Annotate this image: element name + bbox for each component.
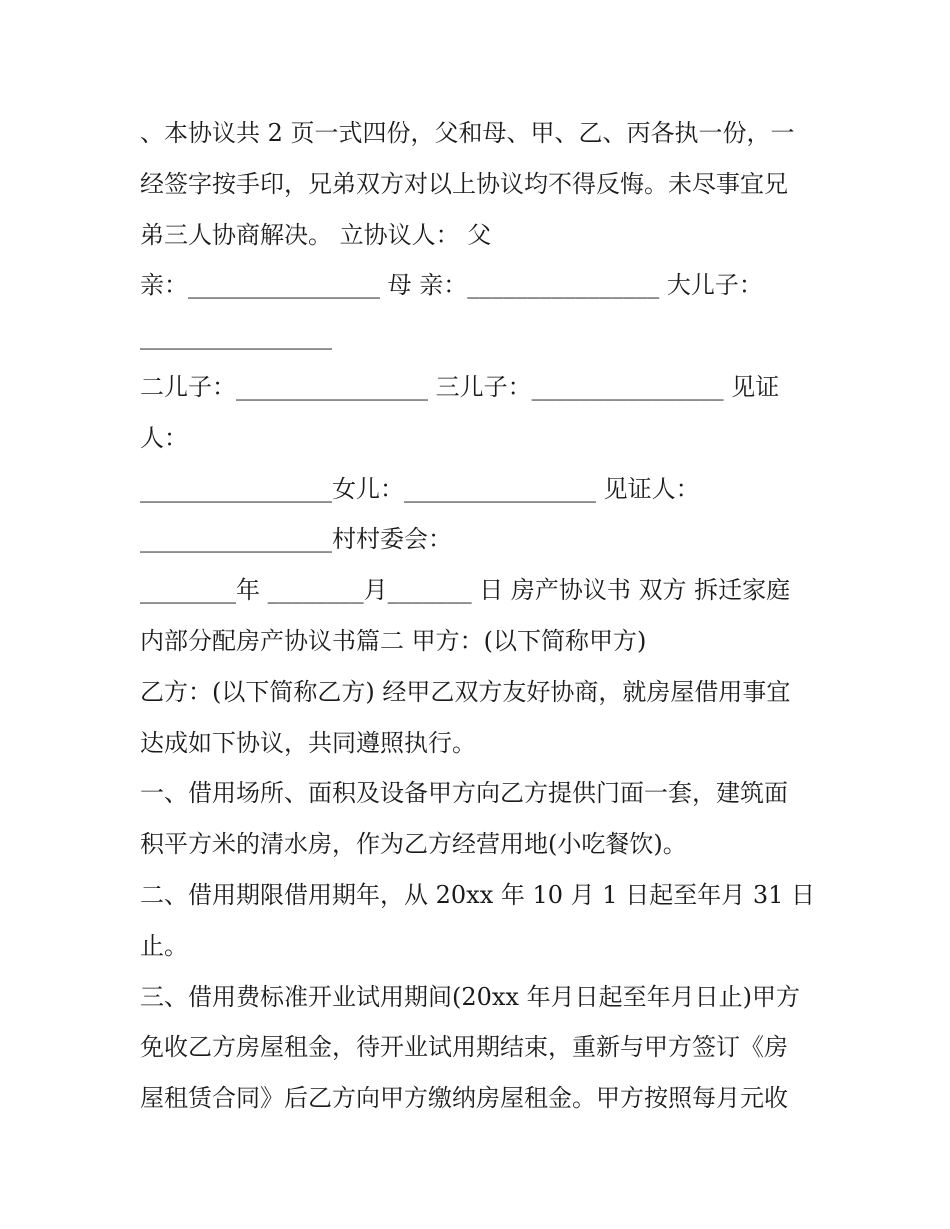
text-line: ________________ [140,322,332,351]
text-line: 人： [140,423,188,452]
document-body [140,108,820,1124]
text-line: 达成如下协议，共同遵照执行。 [140,728,476,757]
text-line: 二、借用期限借用期年，从 20xx 年 10 月 1 日起至年月 31 日 [140,880,815,909]
text-line: 二儿子：________________ 三儿子：________________ 见证 [140,372,780,401]
text-line: ________________村村委会： [140,525,452,554]
text-line: 免收乙方房屋租金，待开业试用期结束，重新与甲方签订《房 [140,1033,788,1062]
text-line: 内部分配房产协议书篇二 甲方：(以下简称甲方) [140,626,647,655]
text-line: 经签字按手印，兄弟双方对以上协议均不得反悔。未尽事宜兄 [140,169,788,198]
text-line: 止。 [140,931,188,960]
text-line: 积平方米的清水房，作为乙方经营用地(小吃餐饮)。 [140,830,687,859]
text-line: 屋租赁合同》后乙方向甲方缴纳房屋租金。甲方按照每月元收 [140,1084,788,1113]
text-line: 亲：________________ 母 亲：________________ 大儿子： [140,271,763,300]
text-line: ________年 ________月_______ 日 房产协议书 双方 拆迁家庭 [140,576,791,605]
text-line: 弟三人协商解决。 立协议人： 父 [140,220,492,249]
text-line: ________________女儿：________________ 见证人： [140,474,700,503]
text-line: 乙方：(以下简称乙方) 经甲乙双方友好协商，就房屋借用事宜 [140,677,791,706]
text-line: 一、借用场所、面积及设备甲方向乙方提供门面一套，建筑面 [140,779,788,808]
text-line: 三、借用费标准开业试用期间(20xx 年月日起至年月日止)甲方 [140,982,800,1011]
text-line: 、本协议共 2 页一式四份，父和母、甲、乙、丙各执一份，一 [140,119,795,147]
